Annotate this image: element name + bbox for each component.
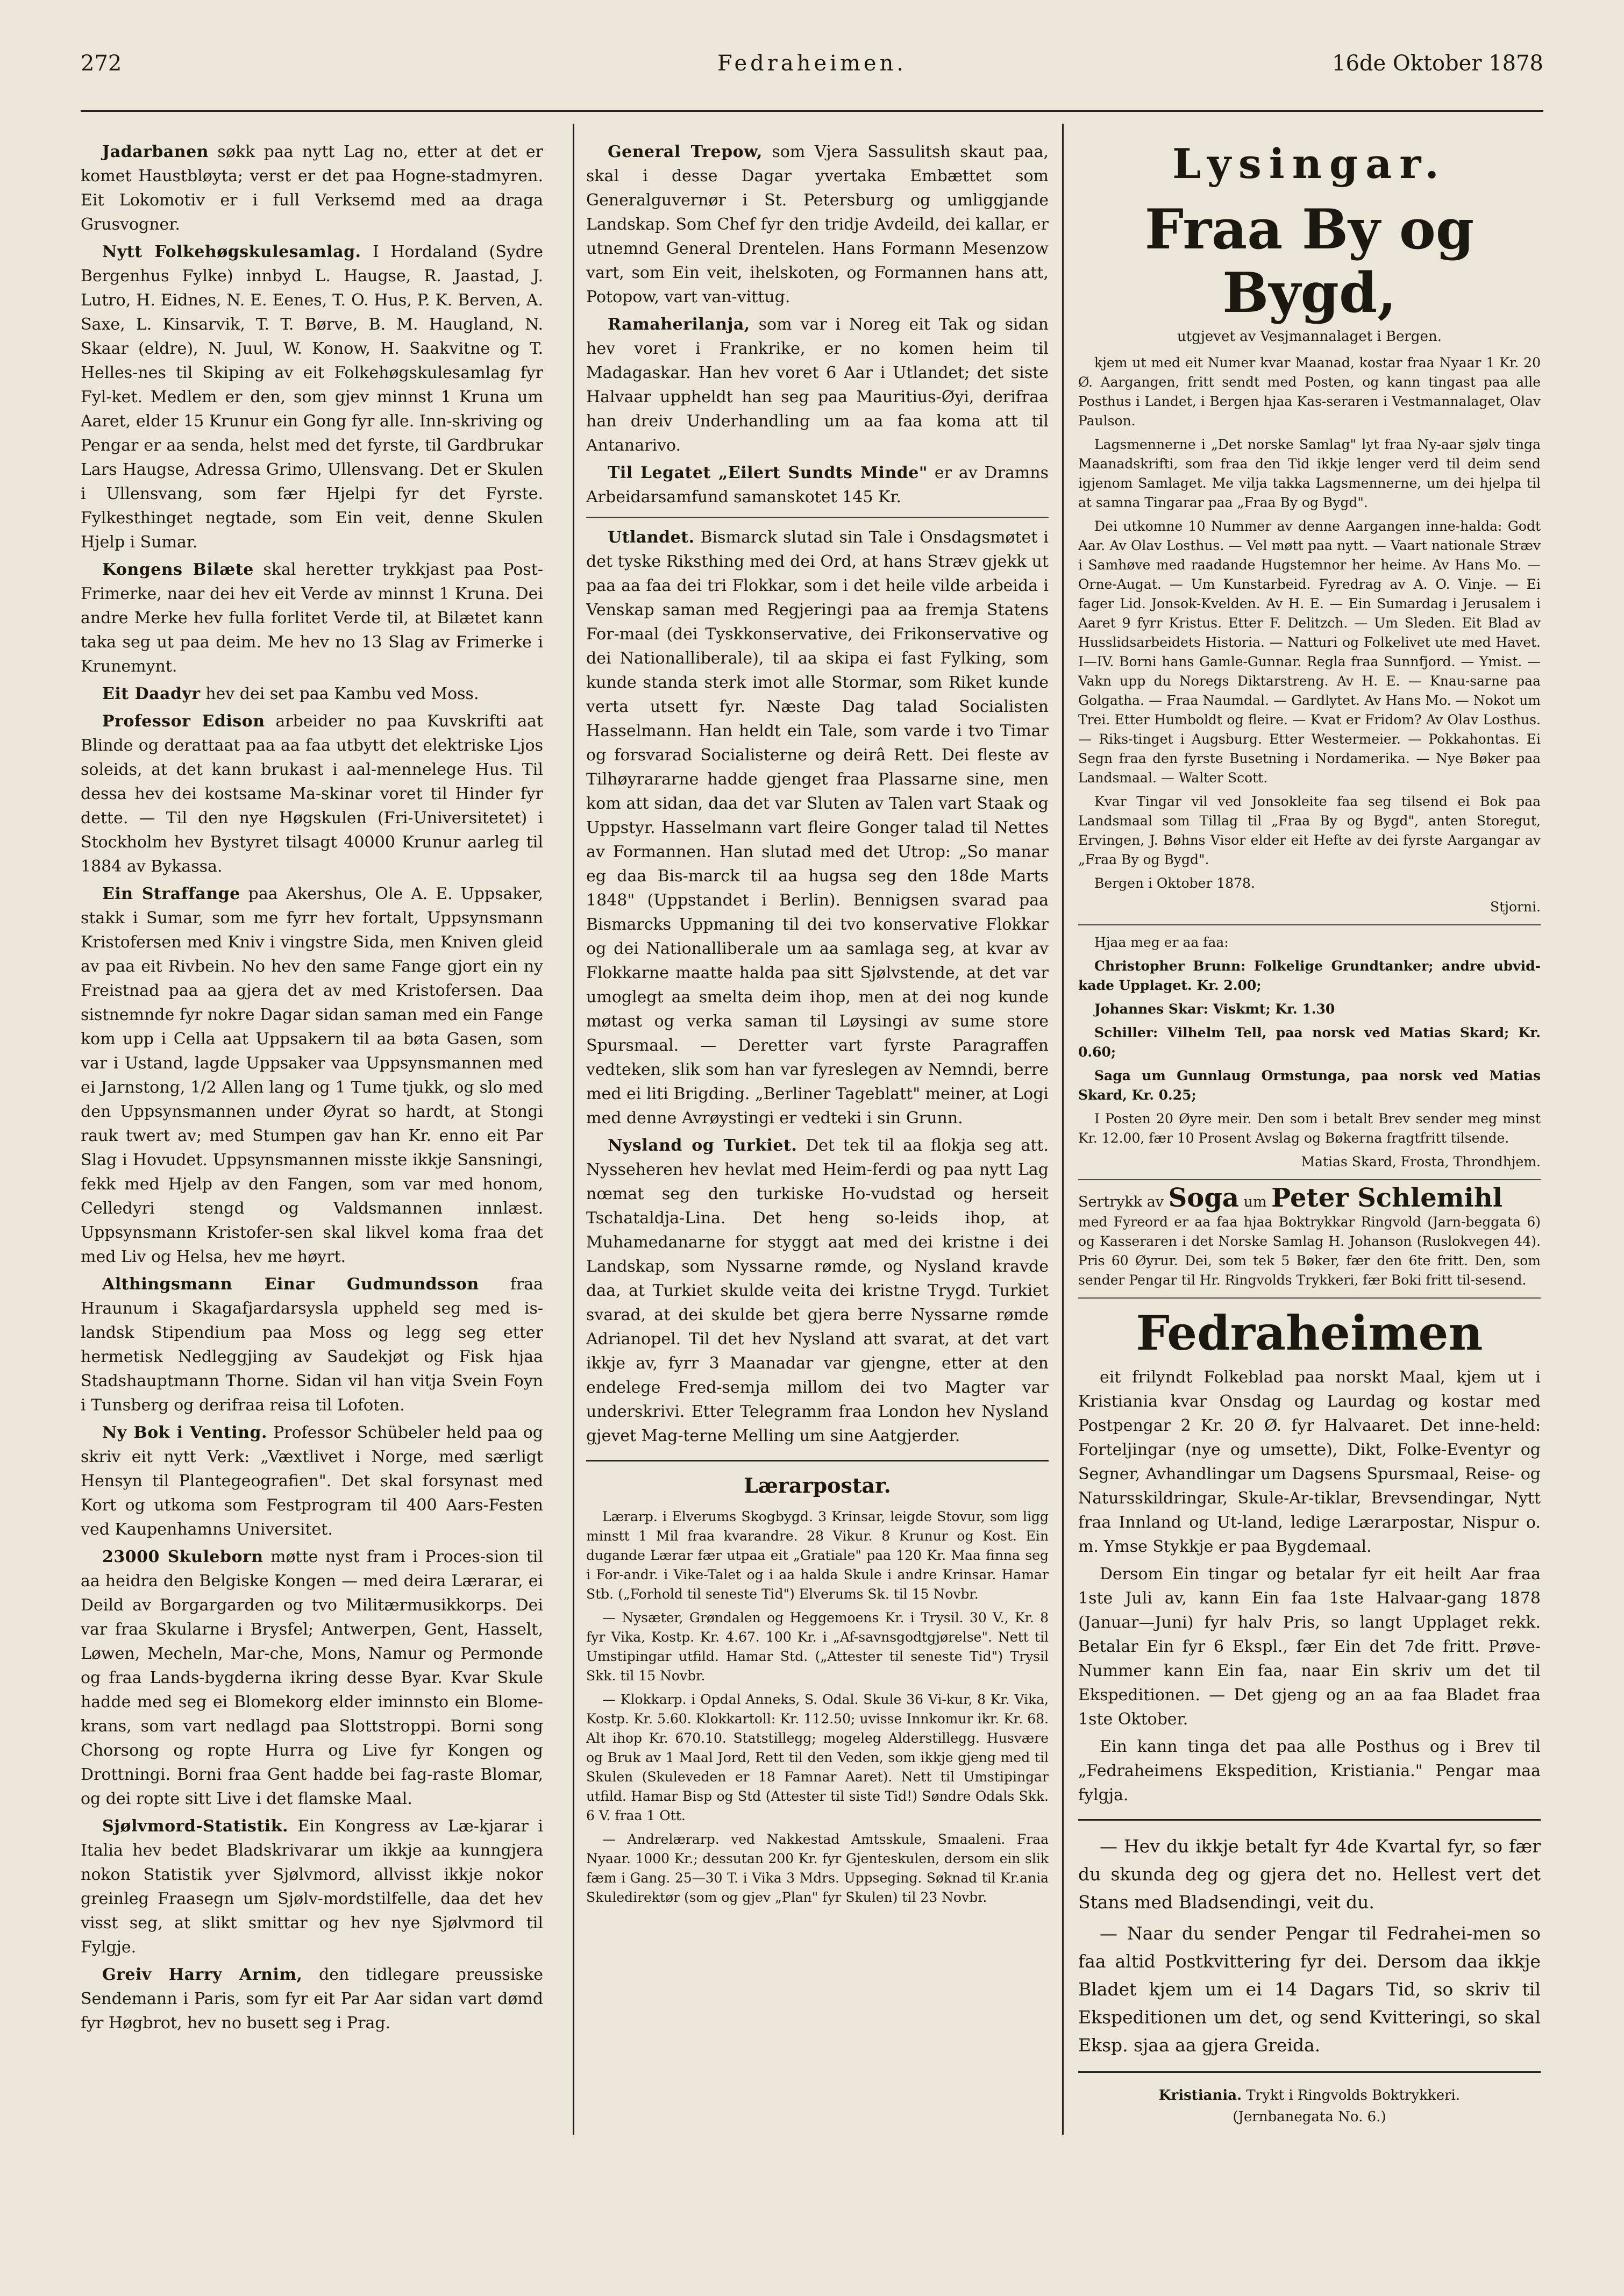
- article-lead: 23000 Skuleborn: [102, 1548, 263, 1566]
- printer-city: Kristiania.: [1158, 2087, 1242, 2104]
- ad-peter-schlemihl: [1078, 1183, 1541, 1290]
- page-number: 272: [81, 51, 122, 76]
- article: [586, 525, 1049, 1130]
- article-lead: Ein Straffange: [102, 885, 240, 903]
- ad-text: Bergen i Oktober 1878.: [1094, 875, 1255, 891]
- article-body: Det tek til aa flokja seg att. Nysseheren hev hevlat med Heim-ferdi og paa nytt Lag nœmat seg den turkiske Ho-vudstad og herseit Tschataldja-Lina. Det heng so-leids ihop, at Muhamedanarne for styggt aat med dei kristne i dei Landskap, som Nyssarne rømde, og Nysland kravde daa, at Turkiet skulde veita dei kristne Trygd. Turkiet svarad, at dei skulde bet gjera berre Nyssarne rømde Adrianopel. Til det hev Nysland att svarat, at det vart ikkje av, fyrr 3 Maanadar var gjengne, etter at den endelege Fred-semja millom dei tvo Magter var underskrivi. Etter Telegramm fraa London hev Nysland gjevet Mag-terne Melling um sine Aatgjerder.: [586, 1136, 1049, 1445]
- ad-signature: Stjorni.: [1490, 899, 1541, 915]
- article: [81, 1545, 543, 1811]
- article-lead: Sjølvmord-Statistik.: [102, 1817, 288, 1836]
- ad-text: Dersom Ein tingar og betalar fyr eit heilt Aar fraa 1ste Juli av, kann Ein faa 1ste Halvaar-gang 1878 (Januar—Juni) fyr halv Pris, so langt Upplaget rekk. Betalar Ein fyr 6 Ekspl., fær Ein det 7de fritt. Prøve-Nummer kann Ein faa, naar Ein skriv um det til Ekspeditionen. — Det gjeng og an aa faa Bladet fraa 1ste Oktober.: [1078, 1565, 1541, 1729]
- article-lead: Kongens Bilæte: [102, 560, 254, 579]
- ad-divider: [1078, 1819, 1541, 1821]
- article-lead: Ramaherilanja,: [608, 315, 750, 334]
- article-body: arbeider no paa Kuvskrifti aat Blinde og derattaat paa aa faa utbytt det elektriske Ljos soleids, at det kann brukast i aal-mennelege Hus. Til dessa hev dei kostsame Ma-skinar voret til Hinder fyr dette. — Til den nye Høgskulen (Fri-Universitetet) i Stockholm hev Bystyret tilsagt 40000 Krunur aarleg til 1884 av Bykassa.: [81, 712, 543, 876]
- ad-list-item: Saga um Gunnlaug Ormstunga, paa norsk ved Matias Skard, Kr. 0.25;: [1078, 1068, 1541, 1103]
- ad-fraa-by-og-bygd: [1078, 353, 1541, 917]
- article-body: paa Akershus, Ole A. E. Uppsaker, stakk i Sumar, som me fyrr hev fortalt, Uppsynsmann Kristofersen med Kniv i vingstre Sida, men Kniven gleid av paa eit Rivbein. No hev den same Fange gjort ein ny Freistnad paa aa gjera det av med Kristofersen. Daa sistnemnde fyr nokre Dagar sidan saman med ein Fange kom upp i Cella aat Uppsakern til aa bøta Gasen, som var i Ustand, lagde Uppsaker vaa Uppsynsmannen med ei Jarnstong, 1/2 Allen lang og 1 Tume tjukk, og slo med den Uppsynsmannen under Øyrat so hardt, at Stongi rauk twert av; med Stumpen gav han Kr. enno eit Par Slag i Hovudet. Uppsynsmannen misste ikkje Sansningi, fekk med Hjelp av den Fangen, som var med honom, Celledyri stengd og Valdsmannen innlæst. Uppsynsmann Kristofer-sen skal likvel koma fraa det med Liv og Helsa, hev me høyrt.: [81, 885, 543, 1266]
- ad-text: Lagsmennerne i „Det norske Samlag" lyt fraa Ny-aar sjølv tinga Maanadskrifti, som fraa den Tid ikkje lenger verd til deim send igjenom Samlaget. Me vilja takka Lagsmennerne, um dei hjelpa til at samna Tingarar paa „Fraa By og Bygd".: [1078, 437, 1541, 510]
- ad-text: Sertrykk av: [1078, 1194, 1164, 1210]
- header-rule: [81, 110, 1543, 112]
- article: [81, 1814, 543, 1959]
- article-body: søkk paa nytt Lag no, etter at det er komet Haustbløyta; verst er det paa Hogne-stadmyren. Eit Lokomotiv er i full Verksemd med aa draga Grusvogner.: [81, 142, 543, 234]
- article-lead: Til Legatet „Eilert Sundts Minde": [608, 464, 928, 482]
- notice-text: — Naar du sender Pengar til Fedrahei-men so faa altid Postkvittering fyr dei. Dersom daa ikkje Bladet kjem um ei 14 Dagars Tid, so skriv til Ekspeditionen um det, og send Kvitteringi, so skal Eksp. sjaa aa gjera Greida.: [1078, 1923, 1541, 2056]
- article-lead: Nysland og Turkiet.: [608, 1136, 797, 1155]
- article-body: som Vjera Sassulitsh skaut paa, skal i desse Dagar yvertaka Embættet som Generalguvernør i St. Petersburg og umliggjande Landskap. Som Chef fyr den tridje Avdeild, dei kallar, er utnemnd General Drentelen. Hans Formann Mesenzow vart, som Ein veit, ihelskoten, og Formannen hans att, Potopow, vart van-vittug.: [586, 142, 1049, 306]
- article-body: I Hordaland (Sydre Bergenhus Fylke) innbyd L. Haugse, R. Jaastad, J. Lutro, H. Eidnes, N. E. Eenes, T. O. Hus, P. K. Berven, A. Saxe, L. Kinsarvik, T. T. Børve, B. M. Haugland, N. Skaar (eldre), N. Juul, W. Konow, H. Saakvitne og T. Helles-nes til Skiping av eit Folkehøgskulesamlag fyr Fyl-ket. Medlem er den, som gjev minnst 1 Kruna um Aaret, elder 15 Krunur ein Gong fyr alle. Inn-skriving og Pengar er aa senda, helst med det fyrste, til Gardbrukar Lars Haugse, Adressa Grimo, Ullensvang. Det er Skulen i Ullensvang, som fær Hjelpi fyr det Fyrste. Fylkesthinget negtade, som Ein veit, denne Skulen Hjelp i Sumar.: [81, 243, 543, 552]
- ad-text: Ein kann tinga det paa alle Posthus og i Brev til „Fedraheimens Ekspedition, Kristiania." Pengar maa fylgja.: [1078, 1737, 1541, 1805]
- ad-text: I Posten 20 Øyre meir. Den som i betalt Brev sender meg minst Kr. 12.00, fær 10 Prosent Avslag og Bøkerna fragtfritt tilsende.: [1078, 1111, 1541, 1146]
- article: [81, 1421, 543, 1542]
- article: [586, 140, 1049, 309]
- ad-text: kjem ut med eit Numer kvar Maanad, kostar fraa Nyaar 1 Kr. 20 Ø. Aargangen, fritt sendt med Posten, og kann tingast paa alle Posthus i Landet, i Bergen hjaa Kas-seraren i Vestmannalaget, Olav Paulson.: [1078, 355, 1541, 429]
- ad-divider: [1078, 1297, 1541, 1299]
- article-lead: Greiv Harry Arnim,: [102, 1965, 303, 1984]
- article: [81, 882, 543, 1269]
- ad-text: um: [1243, 1194, 1267, 1210]
- section-divider: [586, 1460, 1049, 1461]
- printer-address: (Jernbanegata No. 6.): [1233, 2109, 1386, 2125]
- ad-subtitle: utgjevet av Vesjmannalaget i Bergen.: [1177, 329, 1442, 345]
- ad-heading-soga: Soga: [1168, 1183, 1239, 1213]
- article-lead: Utlandet.: [608, 528, 695, 547]
- article: [81, 682, 543, 706]
- ad-list-item: Christopher Brunn: Folkelige Grundtanker; andre ubvid-kade Upplaget. Kr. 2.00;: [1078, 958, 1541, 993]
- ad-list-item: Johannes Skar: Viskmt; Kr. 1.30: [1094, 1001, 1335, 1017]
- article-lead: Nytt Folkehøgskulesamlag.: [102, 243, 361, 261]
- ad-text: eit frilyndt Folkeblad paa norskt Maal, kjem ut i Kristiania kvar Onsdag og Laurdag og kostar med Postpengar 2 Kr. 20 Ø. fyr Halvaaret. Det inne-held: Forteljingar (nye og umsette), Dikt, Folke-Eventyr og Segner, Avhandlingar um Dagsens Spursmaal, Reise- og Natursskildringar, Skule-Ar-tiklar, Brevsendingar, Nytt fraa Innland og Ut-land, ledige Lærarpostar, Nispur o. m. Ymse Stykkje er paa Bygdemaal.: [1078, 1368, 1541, 1556]
- article-body: hev dei set paa Kambu ved Moss.: [205, 684, 479, 703]
- article: [81, 240, 543, 554]
- article-lead: Eit Daadyr: [102, 684, 201, 703]
- article: [81, 1963, 543, 2035]
- article-body: som var i Noreg eit Tak og sidan hev voret i Frankrike, er no komen heim til Madagaskar. Han hev voret 6 Aar i Utlandet; det siste Halvaar uppheldt han seg paa Mauritius-Øyi, derifraa han dreiv Underhandling um aa faa koma att til Antanarivo.: [586, 315, 1049, 455]
- ad-heading-fraa-by-og-bygd: Fraa By og Bygd,: [1144, 197, 1475, 325]
- article-body: Bismarck slutad sin Tale i Onsdagsmøtet i det tyske Riksthing med dei Ord, at hans Stræv gjekk ut paa aa faa dei tri Flokkar, som i det heile vilde arbeida i Venskap saman med Regjeringi paa aa fremja Statens For-maal (dei Tyskkonservative, dei Frikonservative og dei Nationalliberale), til aa skipa ei fast Fylking, som kunde standa sterk imot alle Stormar, som Riket kunde verta utsett fyr. Næste Dag talad Socialisten Hasselmann. Han heldt ein Tale, som varde i tvo Timar og forsvarad Socialisterne og deirâ Rett. Dei fleste av Tilhøyrararne hadde gjenget fraa Plassarne sine, men kom att sidan, daa det var Sluten av Talen vart Staak og Uppstyr. Hasselmann vart fleire Gonger talad til Nettes av Formannen. Han slutad med det Utrop: „So manar eg daa Bis-marck til aa hugsa seg den 18de Marts 1848" (Uppstandet i Berlin). Bennigsen svarad paa Bismarcks Uppmaning til dei tvo konservative Flokkar og dei Nationalliberale um aa samlaga seg, at kvar av Flokkarne maatte halda paa sitt Sjølvstende, at det var umoglegt aa smelta deim ihop, men at dei nog kunde møtast og verka saman til Løysingi av sume store Spursmaal. — Deretter vart fyrste Paragraffen vedteken, slik som han var fyreslegen av Nemndi, berre med ei liti Brigding. „Berliner Tageblatt" meiner, at Logi med denne Avrøystingi er vedteki i sin Grunn.: [586, 528, 1049, 1128]
- ad-divider: [1078, 924, 1541, 925]
- article-body: møtte nyst fram i Proces-sion til aa heidra den Belgiske Kongen — med deira Lærarar, ei Deild av Borgargarden og tvo Militærmusikkorps. Dei var fraa Skularne i Brysfel; Antwerpen, Gent, Hasselt, Løwen, Mecheln, Mar-che, Mons, Namur og Permonde og fraa Lands-bygderna ikring desse Byar. Kvar Skule hadde med seg ei Blomekorg elder iminnsto ein Blome-krans, som vart nedlagd paa Slottstroppi. Borni song Chorsong og ropte Hurra og Live fyr Kongen og Drottningi. Borni fraa Gent hadde bei fag-raste Blomar, og dei ropte sitt Live i det flamske Maal.: [81, 1548, 543, 1808]
- list-item: Lærarp. i Elverums Skogbygd. 3 Krinsar, leigde Stovur, som ligg minstt 1 Mil fraa kvarandre. 28 Vikur. 8 Krunur og Kost. Ein dugande Lærar fær utpaa eit „Gratiale" paa 120 Kr. Maa finna seg i For-andr. i Vike-Talet og i aa halda Skule i andre Krinsar. Hamar Stb. („Forhold til seneste Tid") Elverums Sk. til 15 Novbr.: [586, 1509, 1049, 1602]
- column-divider-1: [573, 124, 574, 2135]
- teacher-posts-list: [586, 1507, 1049, 1907]
- page-header: [81, 51, 1543, 89]
- list-item: — Nysæter, Grøndalen og Heggemoens Kr. i Trysil. 30 V., Kr. 8 fyr Vika, Kostp. Kr. 4.67. 100 Kr. i „Af-savnsgodtgjørelse". Nett til Umstipingar utfild. Hamar Std. („Attester til seneste Tid") Trysil Skk. til 15 Novbr.: [586, 1610, 1049, 1684]
- ad-text: Dei utkomne 10 Nummer av denne Aargangen inne-halda: Godt Aar. Av Olav Losthus. — Vel møtt paa nytt. — Vaart nationale Stræv i Samhøve med raadande Hugstemnor her heime. Av Hans Mo. — Orne-Augat. — Um Kunstarbeid. Fyredrag av A. O. Vinje. — Ei fager Lid. Jonsok-Kvelden. Av H. E. — Ein Sumardag i Jerusalem i Aaret 9 fyrr Kristus. Etter F. Delitzch. — Um Sleden. Eit Blad av Husslidsarbeidets Historia. — Natturi og Folkelivet ute med Havet. I—IV. Borni hans Gamle-Gunnar. Regla fraa Sunnfjord. — Ymist. — Vakn upp du Noregs Diktarstreng. Av H. E. — Knau-sarne paa Golgatha. — Fraa Naumdal. — Gardlytet. Av Hans Mo. — Nokot um Trei. Etter Humboldt og fleire. — Kvat er Fridom? Av Olav Losthus. — Riks-tinget i Augsburg. Etter Westermeier. — Pokkahontas. Ei Segn fraa den fyrste Busetning i Nordamerika. — Nye Bøker paa Landsmaal. — Walter Scott.: [1078, 518, 1541, 786]
- section-divider: [586, 517, 1049, 518]
- issue-date: 16de Oktober 1878: [1332, 51, 1543, 76]
- teacher-posts-title: Lærarpostar.: [744, 1473, 891, 1498]
- ads-title: Lysingar.: [1172, 140, 1447, 188]
- ad-list-item: Schiller: Vilhelm Tell, paa norsk ved Matias Skard; Kr. 0.60;: [1078, 1025, 1541, 1060]
- article: [586, 1133, 1049, 1448]
- column-1: [81, 140, 543, 2129]
- column-3: [1078, 140, 1541, 2145]
- article-body: fraa Hraunum i Skagafjardarsysla uppheld seg med is-landsk Stipendium paa Moss og legg seg etter hermetisk Nedleggjing av Saudekjøt og Fisk hjaa Stadshauptmann Thorne. Sidan vil han vitja Svein Foyn i Tunsberg og derifraa reisa til Lofoten.: [81, 1275, 543, 1415]
- article-lead: Ny Bok i Venting.: [102, 1423, 267, 1442]
- list-item: — Andrelærarp. ved Nakkestad Amtsskule, Smaaleni. Fraa Nyaar. 1000 Kr.; dessutan 200 Kr. fyr Gjenteskulen, dersom ein slik fæm i Gang. 25—30 T. i Vika 3 Mdrs. Uppseging. Søknad til Kr.ania Skuledirektør (som og gjev „Plan" fyr Skulen) til 23 Novbr.: [586, 1831, 1049, 1905]
- printer-imprint: [1078, 2085, 1541, 2128]
- article-lead: Althingsmann Einar Gudmundsson: [102, 1275, 479, 1294]
- article-lead: Professor Edison: [102, 712, 265, 731]
- masthead-title: Fedraheimen.: [717, 51, 907, 76]
- article: [586, 461, 1049, 509]
- article-body: er av Dramns Arbeidarsamfund samanskotet 145 Kr.: [586, 464, 1049, 507]
- ad-heading-fedraheimen: Fedraheimen: [1136, 1305, 1483, 1361]
- column-divider-2: [1062, 124, 1064, 2135]
- article-body: skal heretter trykkjast paa Post-Frimerke, naar dei hev eit Verde av minnst 1 Kruna. Dei andre Merke hev fulla forlitet Verde til, at Bilætet kann taka seg ut paa deim. Me hev no 13 Slag av Frimerke i Krunemynt.: [81, 560, 543, 676]
- notice-text: — Hev du ikkje betalt fyr 4de Kvartal fyr, so fær du skunda deg og gjera det no. Hellest vert det Stans med Bladsendingi, veit du.: [1078, 1836, 1541, 1913]
- article: [586, 312, 1049, 458]
- article-body: den tidlegare preussiske Sendemann i Paris, som fyr eit Par Aar sidan vart dømd fyr Høgbrot, hev no busett seg i Prag.: [81, 1965, 543, 2033]
- column-2: [586, 140, 1049, 2129]
- article-body: Professor Schübeler held paa og skriv eit nytt Verk: „Væxtlivet i Norge, med særligt Hensyn til Plantegeografien". Det skal forsynast med Kort og utkoma som Festprogram til 400 Aars-Festen ved Kaupenhamns Universitet.: [81, 1423, 543, 1539]
- article: [81, 140, 543, 237]
- ad-text: Kvar Tingar vil ved Jonsokleite faa seg tilsend ei Bok paa Landsmaal som Tillag til „Fraa By og Bygd", anten Storegut, Ervingen, J. Bøhns Visor elder eit Hefte av dei fyrste Aargangar av „Fraa By og Bygd".: [1078, 794, 1541, 867]
- article-body: Ein Kongress av Læ-kjarar i Italia hev bedet Bladskrivarar um ikkje aa kunngjera nokon Statistik yver Sjølvmord, allvisst ikkje nokor greinleg Fraasegn um Sjølv-mordstilfelle, daa det hev visst seg, at slikt smittar og hev nye Sjølvmord til Fylgje.: [81, 1817, 543, 1957]
- ad-heading-peter-schlemihl: Peter Schlemihl: [1271, 1183, 1502, 1213]
- ad-divider: [1078, 1179, 1541, 1180]
- ad-books: [1078, 933, 1541, 1172]
- footer-divider: [1078, 2071, 1541, 2073]
- list-item: — Klokkarp. i Opdal Anneks, S. Odal. Skule 36 Vi-kur, 8 Kr. Vika, Kostp. Kr. 5.60. Klokkartoll: Kr. 112.50; uvisse Innkomur ikr. Kr. 68. Alt ihop Kr. 670.10. Statstillegg; mogeleg Alderstillegg. Husvære og Bruk av 1 Maal Jord, Rett til den Veden, som ikkje gjeng med til Skulen (Skuleveden er 18 Famnar Aaret). Nett til Umstipingar utfild. Hamar Bisp og Std (Attester til siste Tid!) Søndre Odals Skk. 6 V. fraa 1 Ott.: [586, 1692, 1049, 1823]
- article-lead: Jadarbanen: [102, 142, 209, 161]
- ad-signature: Matias Skard, Frosta, Throndhjem.: [1301, 1154, 1541, 1170]
- printer-name: Trykt i Ringvolds Boktrykkeri.: [1246, 2087, 1461, 2104]
- ad-text: Hjaa meg er aa faa:: [1094, 935, 1229, 950]
- article: [81, 558, 543, 679]
- article-lead: General Trepow,: [608, 142, 763, 161]
- article: [81, 1272, 543, 1417]
- article: [81, 709, 543, 879]
- ad-text: med Fyreord er aa faa hjaa Boktrykkar Ringvold (Jarn-beggata 6) og Kasseraren i det Norske Samlag H. Johanson (Ruslokvegen 44). Pris 60 Øyrur. Dei, som tek 5 Bøker, fær den 6te fritt. Den, som sender Pengar til Hr. Ringvolds Trykkeri, fær Boki fritt til-sesend.: [1078, 1214, 1541, 1288]
